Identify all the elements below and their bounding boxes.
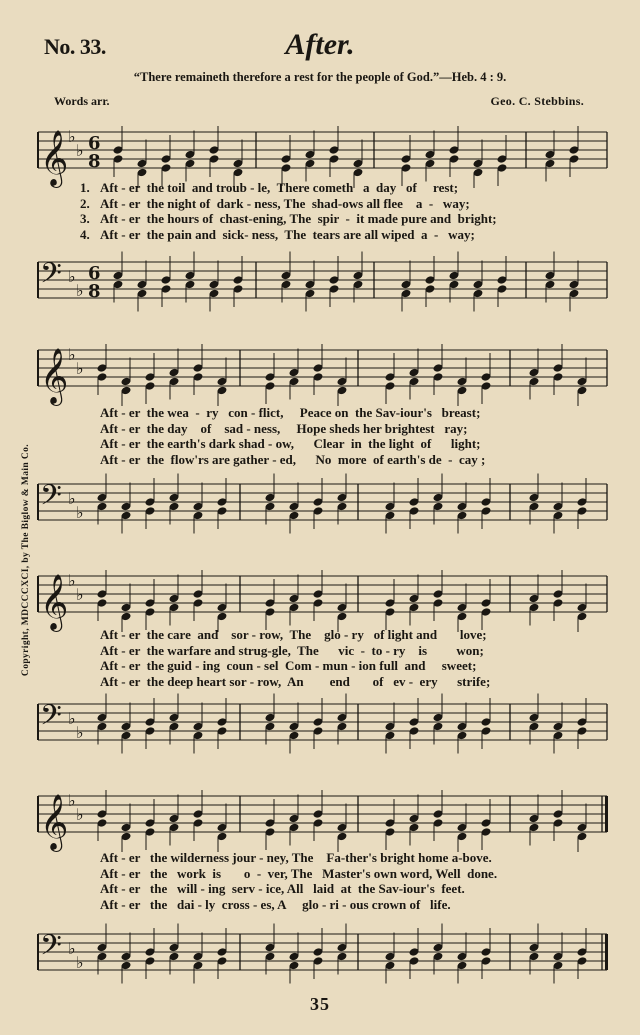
svg-text:♭: ♭	[76, 805, 84, 824]
verse-line: Aft - er the wilderness jour - ney, The Fa-ther's bright home a-bove.	[100, 850, 492, 865]
svg-text:𝄢: 𝄢	[40, 699, 62, 739]
system-3-treble-staff	[0, 562, 640, 632]
verse-line: 4. Aft - er the pain and sick- ness, The tears are all wiped a - way;	[80, 226, 475, 242]
svg-text:♭: ♭	[68, 571, 76, 590]
svg-text:6: 6	[88, 133, 101, 154]
svg-text:6: 6	[88, 263, 101, 284]
verse-line: Aft - er the dai - ly cross - es, A glo - ri - ous crown of life.	[100, 896, 451, 912]
svg-text:♭: ♭	[68, 127, 76, 146]
verse-line: Aft - er the deep heart sor - row, An end of ev - ery strife;	[100, 673, 491, 689]
verse-line: 1. Aft - er the toil and troub - le, There cometh a day of rest;	[80, 180, 459, 195]
verse-line: Aft - er the will - ing serv - ice, All laid at the Sav-iour's feet.	[100, 881, 465, 896]
system-4-treble-staff	[0, 782, 640, 852]
svg-text:𝄢: 𝄢	[40, 479, 62, 519]
verse-line: Aft - er the day of sad - ness, Hope sheds her brightest ray;	[100, 420, 468, 436]
verse-line: Aft - er the guid - ing coun - sel Com - mun - ion full and sweet;	[100, 658, 477, 673]
verse-line: Aft - er the flow'rs are gather - ed, No more of earth's de - cay ;	[100, 451, 486, 467]
svg-text:♭: ♭	[76, 503, 84, 522]
verse-line: Aft - er the warfare and strug-gle, The vic - to - ry is won;	[100, 642, 484, 658]
copyright-notice: Copyright, MDCCCXCI, by The Biglow & Main Co.	[21, 443, 31, 677]
verse-line: Aft - er the earth's dark shad - ow, Clear in the light of light;	[100, 436, 481, 451]
svg-text:♭: ♭	[76, 281, 84, 300]
system-2-treble-staff	[0, 336, 640, 406]
verse-line: Aft - er the work is o - ver, The Master's own word, Well done.	[100, 865, 498, 881]
svg-text:♭: ♭	[76, 359, 84, 378]
svg-text:𝄢: 𝄢	[40, 929, 62, 969]
svg-text:♭: ♭	[76, 585, 84, 604]
music-credit: Geo. C. Stebbins.	[490, 94, 584, 108]
svg-text:8: 8	[88, 151, 101, 172]
svg-text:♭: ♭	[68, 939, 76, 958]
system-2-lyrics	[80, 405, 600, 467]
hymn-title: After.	[285, 28, 355, 61]
system-3-bass-staff	[0, 690, 640, 760]
svg-text:♭: ♭	[68, 489, 76, 508]
svg-text:𝄢: 𝄢	[40, 257, 62, 297]
scripture-epigraph: “There remaineth therefore a rest for the people of God.”—Heb. 4 : 9.	[133, 70, 507, 84]
svg-text:8: 8	[88, 281, 101, 302]
system-1-treble-staff	[0, 118, 640, 188]
svg-text:♭: ♭	[76, 953, 84, 972]
system-4-lyrics	[80, 850, 600, 912]
words-credit: Words arr.	[54, 94, 110, 108]
verse-line: Aft - er the wea - ry con - flict, Peace on the Sav-iour's breast;	[100, 405, 481, 420]
system-3-lyrics	[80, 627, 600, 689]
svg-text:♭: ♭	[68, 709, 76, 728]
system-1-bass-staff	[0, 248, 640, 318]
system-2-bass-staff	[0, 470, 640, 540]
verse-line: 3. Aft - er the hours of chast-ening, The spir - it made pure and bright;	[80, 211, 497, 226]
svg-text:♭: ♭	[76, 141, 84, 160]
svg-text:♭: ♭	[68, 267, 76, 286]
svg-text:𝄞: 𝄞	[40, 794, 69, 850]
verse-line: Aft - er the care and sor - row, The glo - ry of light and love;	[100, 627, 487, 642]
svg-text:𝄞: 𝄞	[40, 574, 69, 630]
svg-text:♭: ♭	[68, 791, 76, 810]
page-number: 35	[310, 994, 330, 1014]
svg-text:♭: ♭	[68, 345, 76, 364]
system-1-lyrics	[80, 180, 600, 242]
hymn-number: No. 33.	[44, 34, 106, 59]
svg-text:𝄞: 𝄞	[40, 348, 69, 404]
svg-text:𝄞: 𝄞	[40, 130, 69, 186]
system-4-bass-staff	[0, 920, 640, 990]
verse-line: 2. Aft - er the night of dark - ness, The shad-ows all flee a - way;	[80, 195, 470, 211]
svg-text:♭: ♭	[76, 723, 84, 742]
